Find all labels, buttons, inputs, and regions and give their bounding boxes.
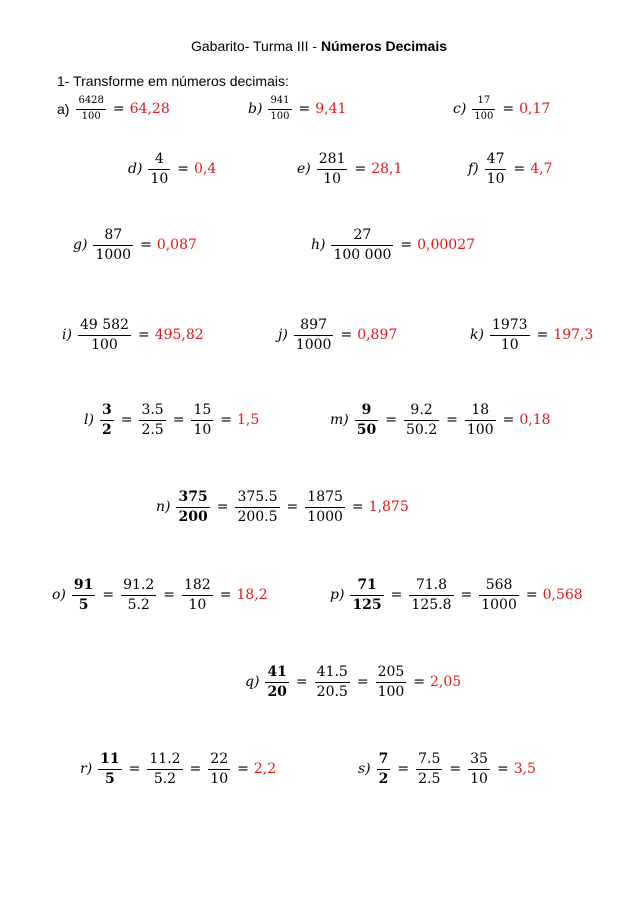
answer: 0,087 [156, 237, 197, 254]
equals-sign: = [449, 761, 462, 778]
fraction [317, 152, 348, 186]
denominator: 100 [91, 336, 118, 353]
equals-sign: = [502, 101, 515, 117]
denominator: 100 [474, 110, 494, 122]
equals-sign: = [298, 101, 311, 117]
equals-sign: = [140, 237, 152, 254]
fraction [377, 752, 391, 786]
numerator: 18 [471, 402, 490, 418]
item-label: f) [468, 161, 479, 178]
fraction [93, 228, 133, 262]
denominator: 10 [210, 770, 229, 787]
equals-sign: = [496, 761, 509, 778]
equals-sign: = [354, 161, 367, 178]
numerator: 35 [470, 751, 488, 767]
item-k [470, 318, 593, 352]
equals-sign: = [219, 587, 232, 604]
equals-sign: = [128, 761, 141, 778]
numerator: 49 582 [79, 317, 129, 333]
item-c [453, 96, 550, 122]
equals-sign: = [446, 412, 458, 429]
fraction [76, 96, 105, 122]
item-label: o) [52, 587, 66, 604]
item-label: j) [278, 327, 288, 344]
answer: 9,41 [315, 101, 347, 117]
item-a [57, 96, 170, 122]
numerator: 6428 [78, 95, 104, 106]
equals-sign: = [397, 761, 410, 778]
denominator: 100 [270, 110, 290, 122]
fraction [268, 96, 291, 122]
numerator: 91.2 [123, 577, 155, 593]
equals-sign: = [513, 161, 526, 178]
fraction [148, 152, 170, 186]
answer: 0,18 [519, 412, 551, 429]
equals-sign: = [177, 161, 189, 178]
equals-sign: = [237, 761, 249, 778]
denominator: 125.8 [411, 596, 452, 613]
numerator: 281 [318, 151, 346, 167]
denominator: 100 [81, 110, 101, 122]
item-p [330, 578, 583, 612]
fraction [305, 490, 345, 524]
denominator: 1000 [95, 246, 132, 263]
item-i [62, 318, 204, 352]
item-o [52, 578, 268, 612]
numerator: 87 [104, 227, 123, 243]
fraction [479, 578, 519, 612]
item-label: s) [358, 761, 371, 778]
denominator: 50.2 [405, 421, 438, 438]
numerator: 15 [193, 402, 212, 418]
fraction [465, 403, 496, 437]
item-label: p) [330, 587, 345, 604]
denominator: 100 [466, 421, 494, 438]
numerator: 71 [357, 577, 377, 593]
item-label: b) [248, 101, 263, 117]
title-prefix: Gabarito- Turma III - [191, 38, 321, 54]
item-label: d) [128, 161, 143, 178]
item-b [248, 96, 346, 122]
answer: 495,82 [154, 327, 204, 344]
numerator: 41 [267, 664, 287, 680]
fraction [490, 318, 530, 352]
fraction [409, 578, 453, 612]
numerator: 11 [100, 751, 120, 767]
equals-sign: = [216, 499, 229, 516]
fraction [315, 665, 350, 699]
denominator: 2 [378, 770, 389, 787]
item-label: r) [80, 761, 93, 778]
item-label: h) [311, 237, 326, 254]
item-label: a) [57, 101, 70, 117]
equals-sign: = [460, 587, 473, 604]
answer: 0,4 [194, 161, 217, 178]
denominator: 2 [101, 421, 112, 438]
numerator: 22 [210, 751, 229, 767]
equals-sign: = [351, 499, 364, 516]
equals-sign: = [390, 587, 403, 604]
equals-sign: = [340, 327, 353, 344]
numerator: 1973 [491, 317, 528, 333]
item-e [297, 152, 402, 186]
question-1-heading: 1- Transforme em números decimais: [57, 73, 289, 89]
numerator: 17 [477, 95, 491, 106]
item-g [73, 228, 197, 262]
denominator: 1000 [295, 336, 332, 353]
equals-sign: = [102, 587, 115, 604]
numerator: 205 [377, 664, 405, 680]
answer: 2,2 [253, 761, 277, 778]
denominator: 10 [150, 170, 169, 187]
denominator: 125 [352, 596, 382, 613]
numerator: 27 [353, 227, 372, 243]
answer: 1,875 [368, 499, 409, 516]
numerator: 7 [378, 751, 389, 767]
item-label: i) [62, 327, 72, 344]
item-label: l) [84, 412, 94, 429]
numerator: 3 [101, 402, 112, 418]
item-s [358, 752, 536, 786]
denominator: 200.5 [237, 508, 278, 525]
item-q [245, 665, 461, 699]
numerator: 1875 [307, 489, 343, 505]
denominator: 10 [188, 596, 207, 613]
answer: 0,897 [357, 327, 398, 344]
denominator: 10 [193, 421, 212, 438]
equals-sign: = [112, 101, 125, 117]
equals-sign: = [356, 674, 369, 691]
fraction [376, 665, 407, 699]
fraction [472, 96, 495, 122]
denominator: 10 [470, 770, 488, 787]
denominator: 5.2 [153, 770, 177, 787]
fraction [265, 665, 288, 699]
item-label: n) [156, 499, 171, 516]
denominator: 50 [356, 421, 377, 438]
equals-sign: = [189, 761, 202, 778]
title-bold: Números Decimais [320, 38, 447, 54]
fraction [182, 578, 213, 612]
equals-sign: = [525, 587, 538, 604]
answer: 0,00027 [417, 237, 476, 254]
item-h [311, 228, 475, 262]
equals-sign: = [536, 327, 549, 344]
denominator: 10 [500, 336, 519, 353]
item-n [156, 490, 409, 524]
page-title [0, 38, 638, 54]
numerator: 7.5 [418, 751, 441, 767]
denominator: 1000 [481, 596, 517, 613]
fraction [176, 490, 209, 524]
item-label: k) [470, 327, 484, 344]
fraction [78, 318, 131, 352]
numerator: 9 [361, 402, 372, 418]
numerator: 4 [154, 151, 164, 167]
fraction [98, 752, 121, 786]
fraction [121, 578, 156, 612]
numerator: 3.5 [141, 402, 164, 418]
denominator: 200 [178, 508, 208, 525]
numerator: 375 [178, 489, 208, 505]
denominator: 10 [323, 170, 342, 187]
fraction [294, 318, 334, 352]
fraction [72, 578, 95, 612]
answer: 4,7 [530, 161, 553, 178]
denominator: 1000 [307, 508, 343, 525]
numerator: 71.8 [415, 577, 448, 593]
answer: 197,3 [553, 327, 594, 344]
denominator: 2.5 [141, 421, 164, 438]
numerator: 897 [300, 317, 327, 333]
numerator: 11.2 [149, 751, 181, 767]
answer: 1,5 [237, 412, 260, 429]
answer: 18,2 [236, 587, 268, 604]
equals-sign: = [413, 674, 426, 691]
answer: 2,05 [430, 674, 462, 691]
answer: 3,5 [513, 761, 536, 778]
equals-sign: = [286, 499, 299, 516]
numerator: 375.5 [237, 489, 278, 505]
denominator: 5.2 [127, 596, 150, 613]
item-label: g) [73, 237, 88, 254]
equals-sign: = [137, 327, 150, 344]
fraction [235, 490, 279, 524]
numerator: 941 [270, 95, 290, 106]
item-m [330, 403, 551, 437]
item-label: m) [330, 412, 349, 429]
item-label: q) [245, 674, 260, 691]
denominator: 5 [105, 770, 115, 787]
answer: 0,17 [519, 101, 551, 117]
fraction [404, 403, 439, 437]
item-d [128, 152, 216, 186]
item-l [84, 403, 259, 437]
denominator: 2.5 [418, 770, 441, 787]
fraction [139, 403, 165, 437]
answer: 64,28 [129, 101, 170, 117]
item-label: e) [297, 161, 311, 178]
fraction [147, 752, 182, 786]
equals-sign: = [502, 412, 515, 429]
item-label: c) [453, 101, 467, 117]
denominator: 20.5 [316, 683, 348, 700]
equals-sign: = [220, 412, 232, 429]
item-j [278, 318, 397, 352]
answer: 0,568 [542, 587, 583, 604]
denominator: 100 000 [333, 246, 392, 263]
fraction [331, 228, 393, 262]
numerator: 9.2 [410, 402, 433, 418]
fraction [485, 152, 507, 186]
denominator: 10 [486, 170, 505, 187]
denominator: 100 [377, 683, 405, 700]
fraction [208, 752, 230, 786]
item-f [468, 152, 552, 186]
equals-sign: = [172, 412, 185, 429]
fraction [191, 403, 213, 437]
numerator: 47 [486, 151, 505, 167]
answer: 28,1 [371, 161, 403, 178]
item-r [80, 752, 276, 786]
fraction [350, 578, 383, 612]
equals-sign: = [400, 237, 413, 254]
fraction [100, 403, 114, 437]
equals-sign: = [385, 412, 397, 429]
numerator: 91 [73, 577, 94, 593]
numerator: 41.5 [316, 664, 348, 680]
equals-sign: = [120, 412, 133, 429]
equals-sign: = [295, 674, 308, 691]
numerator: 182 [184, 577, 211, 593]
denominator: 20 [267, 683, 287, 700]
fraction [468, 752, 490, 786]
numerator: 568 [485, 577, 513, 593]
fraction [416, 752, 442, 786]
equals-sign: = [163, 587, 176, 604]
fraction [355, 403, 378, 437]
denominator: 5 [78, 596, 89, 613]
